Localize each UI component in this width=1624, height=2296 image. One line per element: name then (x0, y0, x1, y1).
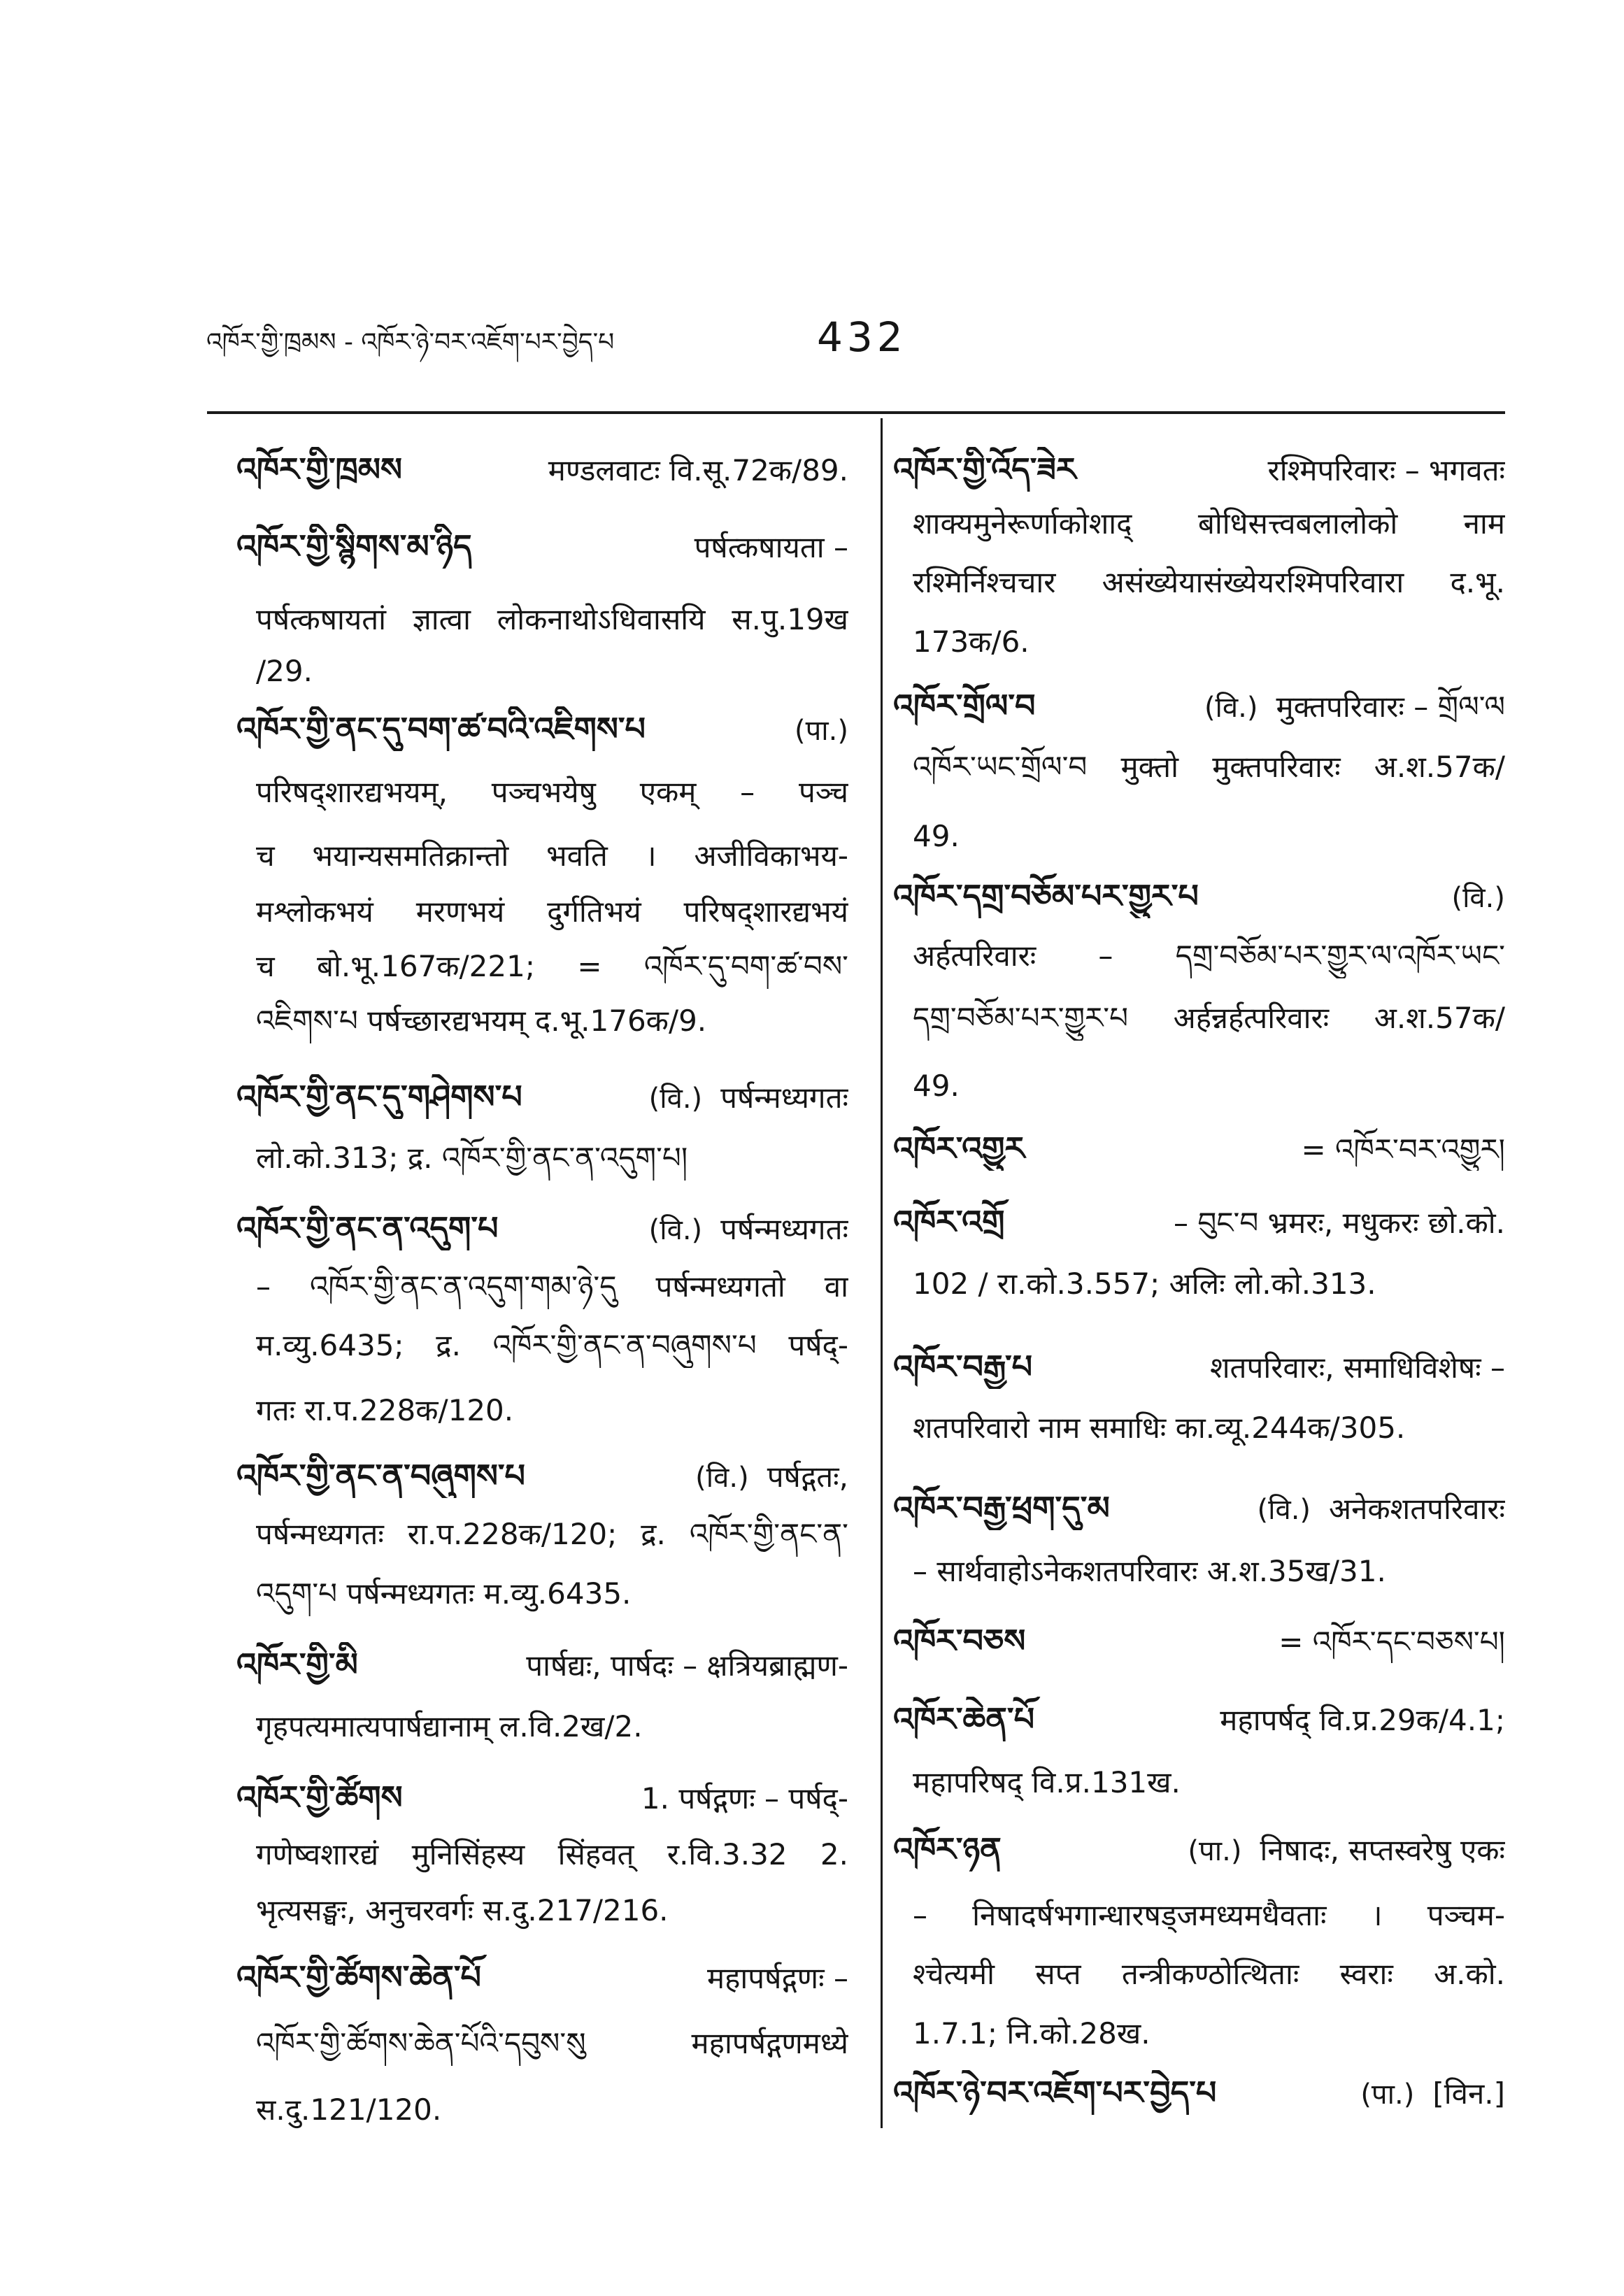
gloss: निषादः, सप्तस्वरेषु एकः (1260, 1833, 1505, 1867)
entry-headline (236, 524, 848, 569)
gloss: महापर्षद् वि.प्र.29क/4.1; (1220, 1703, 1505, 1737)
part-of-speech: (पा.) (1360, 2078, 1415, 2111)
gloss: अनेकशतपरिवारः (1329, 1492, 1505, 1526)
entry-line: लो.को.313; द्र. འཁོར་གྱི་ནང་ན་འདུག་པ། (256, 1141, 688, 1175)
entry-headline (893, 1618, 1505, 1663)
entry-line: འཇིགས་པ पर्षच्छारद्यभयम् द.भू.176क/9. (256, 1004, 707, 1038)
entry-headline (236, 1206, 848, 1250)
headword: འཁོར་གྲོལ་བ (893, 687, 1036, 725)
entry-headline (236, 706, 848, 751)
gloss: मण्डलवाटः वि.सू.72क/89. (548, 453, 848, 487)
gloss: पर्षन्मध्यगतः (720, 1212, 848, 1246)
column-divider (881, 418, 883, 2128)
headword: འཁོར་གྱི་སྙིགས་མ་ཉིད (236, 527, 472, 565)
entry-line: 102 / रा.को.3.557; अलिः लो.को.313. (913, 1267, 1376, 1301)
entry-headline (893, 1344, 1505, 1389)
gloss-group (1360, 2072, 1505, 2115)
page-number: 432 (817, 313, 907, 361)
gloss: 1. पर्षद्गणः – पर्षद्- (641, 1781, 848, 1816)
entry-line: འདུག་པ पर्षन्मध्यगतः म.व्यु.6435. (256, 1576, 632, 1611)
gloss: = འཁོར་དང་བཅས་པ། (1278, 1625, 1505, 1659)
gloss-group (1188, 1828, 1505, 1871)
entry-headline (236, 1775, 848, 1820)
gloss-group (1258, 1487, 1506, 1530)
part-of-speech: (वि.) (695, 1462, 749, 1494)
gloss: मुक्तपरिवारः – གྲོལ་ལ (1276, 690, 1505, 724)
gloss-group (1278, 1620, 1505, 1663)
headword: འཁོར་དགྲ་བཅོམ་པར་གྱུར་པ (893, 877, 1199, 915)
entry-line: पर्षन्मध्यगतः रा.प.228क/120; द्र. འཁོར་གྱི་ནང་ན་ (256, 1517, 848, 1551)
gloss-group (1268, 448, 1505, 492)
headword: འཁོར་གྱི་མི (236, 1646, 358, 1683)
running-header: འཁོར་གྱི་ཁྲམས - འཁོར་ཉེ་བར་འཇོག་པར་བྱེད་པ (206, 328, 615, 357)
entry-line: – འཁོར་གྱི་ནང་ན་འདུག་གམ་ཉེ་དུ पर्षन्मध्यगतो वा (256, 1269, 848, 1304)
headword: འཁོར་འགྲོ (893, 1203, 1005, 1241)
header-rule (207, 411, 1505, 414)
gloss: शतपरिवारः, समाधिविशेषः – (1209, 1350, 1505, 1385)
headword: འཁོར་བརྒྱ་པ (893, 1348, 1033, 1385)
headword: འཁོར་གྱི་ཚོགས (236, 1778, 403, 1816)
entry-line: परिषद्शारद्यभयम्, पञ्चभयेषु एकम् – पञ्च (256, 775, 848, 809)
entry-line: स.दु.121/120. (256, 2092, 442, 2127)
entry-line: /29. (256, 654, 313, 688)
gloss-group (1220, 1698, 1505, 1741)
gloss-group (1204, 685, 1505, 728)
entry-line: गणेष्वशारद्यं मुनिसिंहस्य सिंहवत् र.वि.3.32 2. (256, 1837, 848, 1871)
entry-line: 1.7.1; नि.को.28ख. (913, 2016, 1151, 2051)
headword: འཁོར་བཅས (893, 1622, 1026, 1660)
gloss: – བུང་བ भ्रमरः, मधुकरः छो.को. (1174, 1206, 1505, 1240)
part-of-speech: (पा.) (1188, 1835, 1242, 1867)
entry-headline (893, 1126, 1505, 1171)
entry-headline (893, 1697, 1505, 1741)
gloss: पर्षन्मध्यगतः (720, 1081, 848, 1115)
entry-headline (893, 447, 1505, 492)
gloss: पर्षत्कषायता – (694, 530, 848, 564)
headword: འཁོར་གྱི་འོད་ཟེར (893, 450, 1076, 488)
entry-line: च भयान्यसमतिक्रान्तो भवति । अजीविकाभय- (256, 839, 848, 873)
headword: འཁོར་འགྱུར (893, 1129, 1025, 1167)
entry-line: अर्हत्परिवारः – དགྲ་བཅོམ་པར་གྱུར་ལ་འཁོར་ཡང་ (913, 939, 1505, 973)
gloss: पर्षद्गतः, (767, 1460, 848, 1494)
gloss: रश्मिपरिवारः – भगवतः (1267, 453, 1505, 487)
headword: འཁོར་བརྒྱ་ཕྲག་དུ་མ (893, 1489, 1110, 1527)
entry-line: रश्मिर्निश्चचार असंख्येयासंख्येयरश्मिपरिवारा द.भू. (913, 565, 1505, 599)
gloss-group (649, 1076, 848, 1119)
entry-line: – निषादर्षभगान्धारषड्जमध्यमधैवताः । पञ्चम- (913, 1898, 1505, 1932)
entry-line: འཁོར་གྱི་ཚོགས་ཆེན་པོའི་དབུས་སུ महापर्षद्गणमध्ये (256, 2026, 848, 2060)
entry-headline (236, 1955, 848, 1999)
gloss: = འཁོར་བར་འགྱུར། (1301, 1132, 1505, 1167)
entry-line: भृत्यसङ्घः, अनुचरवर्गः स.दु.217/216. (256, 1893, 669, 1927)
entry-headline (893, 2070, 1505, 2115)
entry-headline (893, 874, 1505, 918)
entry-line: मश्लोकभयं मरणभयं दुर्गतिभयं परिषद्शारद्यभयं (256, 894, 848, 929)
entry-line: དགྲ་བཅོམ་པར་གྱུར་པ अर्हन्नर्हत्परिवारः अ.श.57क/ (913, 1001, 1505, 1035)
entry-headline (893, 1485, 1505, 1530)
entry-line: पर्षत्कषायतां ज्ञात्वा लोकनाथोऽधिवासयि स.पु.19ख (256, 602, 848, 636)
gloss-group (548, 448, 848, 492)
entry-line: शाक्यमुनेरूर्णाकोशाद् बोधिसत्त्वबलालोको नाम (913, 506, 1505, 541)
headword: འཁོར་ཉེ་བར་འཇོག་པར་བྱེད་པ (893, 2074, 1217, 2111)
gloss-group (1174, 1201, 1505, 1244)
entry-line: 49. (913, 819, 960, 853)
entry-headline (893, 683, 1505, 728)
gloss-group (526, 1643, 848, 1687)
gloss: महापर्षद्गणः – (706, 1961, 848, 1995)
entry-line: – सार्थवाहोऽनेकशतपरिवारः अ.श.35ख/31. (913, 1554, 1386, 1588)
gloss-group (641, 1776, 848, 1820)
gloss-group (1301, 1127, 1505, 1171)
gloss-group (649, 1207, 848, 1250)
entry-line: 173क/6. (913, 625, 1030, 659)
gloss-group (695, 1455, 848, 1498)
entry-headline (893, 1199, 1505, 1244)
headword: འཁོར་གྱི་ཚོགས་ཆེན་པོ (236, 1958, 481, 1996)
gloss-group (1210, 1346, 1505, 1389)
gloss-group (695, 525, 848, 569)
entry-line: འཁོར་ཡང་གྲོལ་བ मुक्तो मुक्तपरिवारः अ.श.57क/ (913, 750, 1505, 784)
headword: འཁོར་གྱི་ཁྲམས (236, 450, 403, 488)
entry-line: महापरिषद् वि.प्र.131ख. (913, 1765, 1181, 1799)
headword: འཁོར་གྱི་ནང་ན་བཞུགས་པ (236, 1457, 526, 1495)
entry-line: च बो.भू.167क/221; = འཁོར་དུ་བག་ཚ་བས་ (256, 949, 848, 983)
entry-line: गृहपत्यमात्यपार्षद्यानाम् ल.वि.2ख/2. (256, 1709, 643, 1744)
part-of-speech: (वि.) (1204, 692, 1258, 724)
gloss: पार्षद्यः, पार्षदः – क्षत्रियब्राह्मण- (526, 1648, 848, 1683)
entry-line: 49. (913, 1069, 960, 1103)
entry-headline (236, 447, 848, 492)
entry-headline (236, 1074, 848, 1119)
gloss-group (1451, 876, 1505, 918)
gloss-group (795, 708, 848, 751)
gloss: [विन.] (1432, 2076, 1505, 2111)
headword: འཁོར་གྱི་ནང་དུ་གཤེགས་པ (236, 1078, 522, 1115)
entry-line: गतः रा.प.228क/120. (256, 1393, 514, 1427)
headword: འཁོར་ཉན (893, 1830, 1002, 1868)
part-of-speech: (वि.) (1257, 1494, 1311, 1526)
entry-line: श्चेत्यमी सप्त तन्त्रीकण्ठोत्थिताः स्वराः अ.को. (913, 1957, 1505, 1991)
part-of-speech: (पा.) (794, 715, 848, 747)
entry-line: म.व्यु.6435; द्र. འཁོར་གྱི་ནང་ན་བཞུགས་པ पर्षद्- (256, 1328, 848, 1362)
gloss-group (707, 1956, 848, 1999)
entry-headline (893, 1827, 1505, 1871)
entry-headline (236, 1453, 848, 1498)
entry-headline (236, 1642, 848, 1687)
part-of-speech: (वि.) (1451, 882, 1505, 914)
headword: འཁོར་གྱི་ནང་དུ་བག་ཚ་བའི་འཇིགས་པ (236, 710, 646, 748)
headword: འཁོར་ཆེན་པོ (893, 1700, 1035, 1738)
part-of-speech: (वि.) (648, 1083, 703, 1115)
part-of-speech: (वि.) (648, 1214, 703, 1246)
entry-line: शतपरिवारो नाम समाधिः का.व्यू.244क/305. (913, 1411, 1406, 1445)
headword: འཁོར་གྱི་ནང་ན་འདུག་པ (236, 1209, 499, 1247)
